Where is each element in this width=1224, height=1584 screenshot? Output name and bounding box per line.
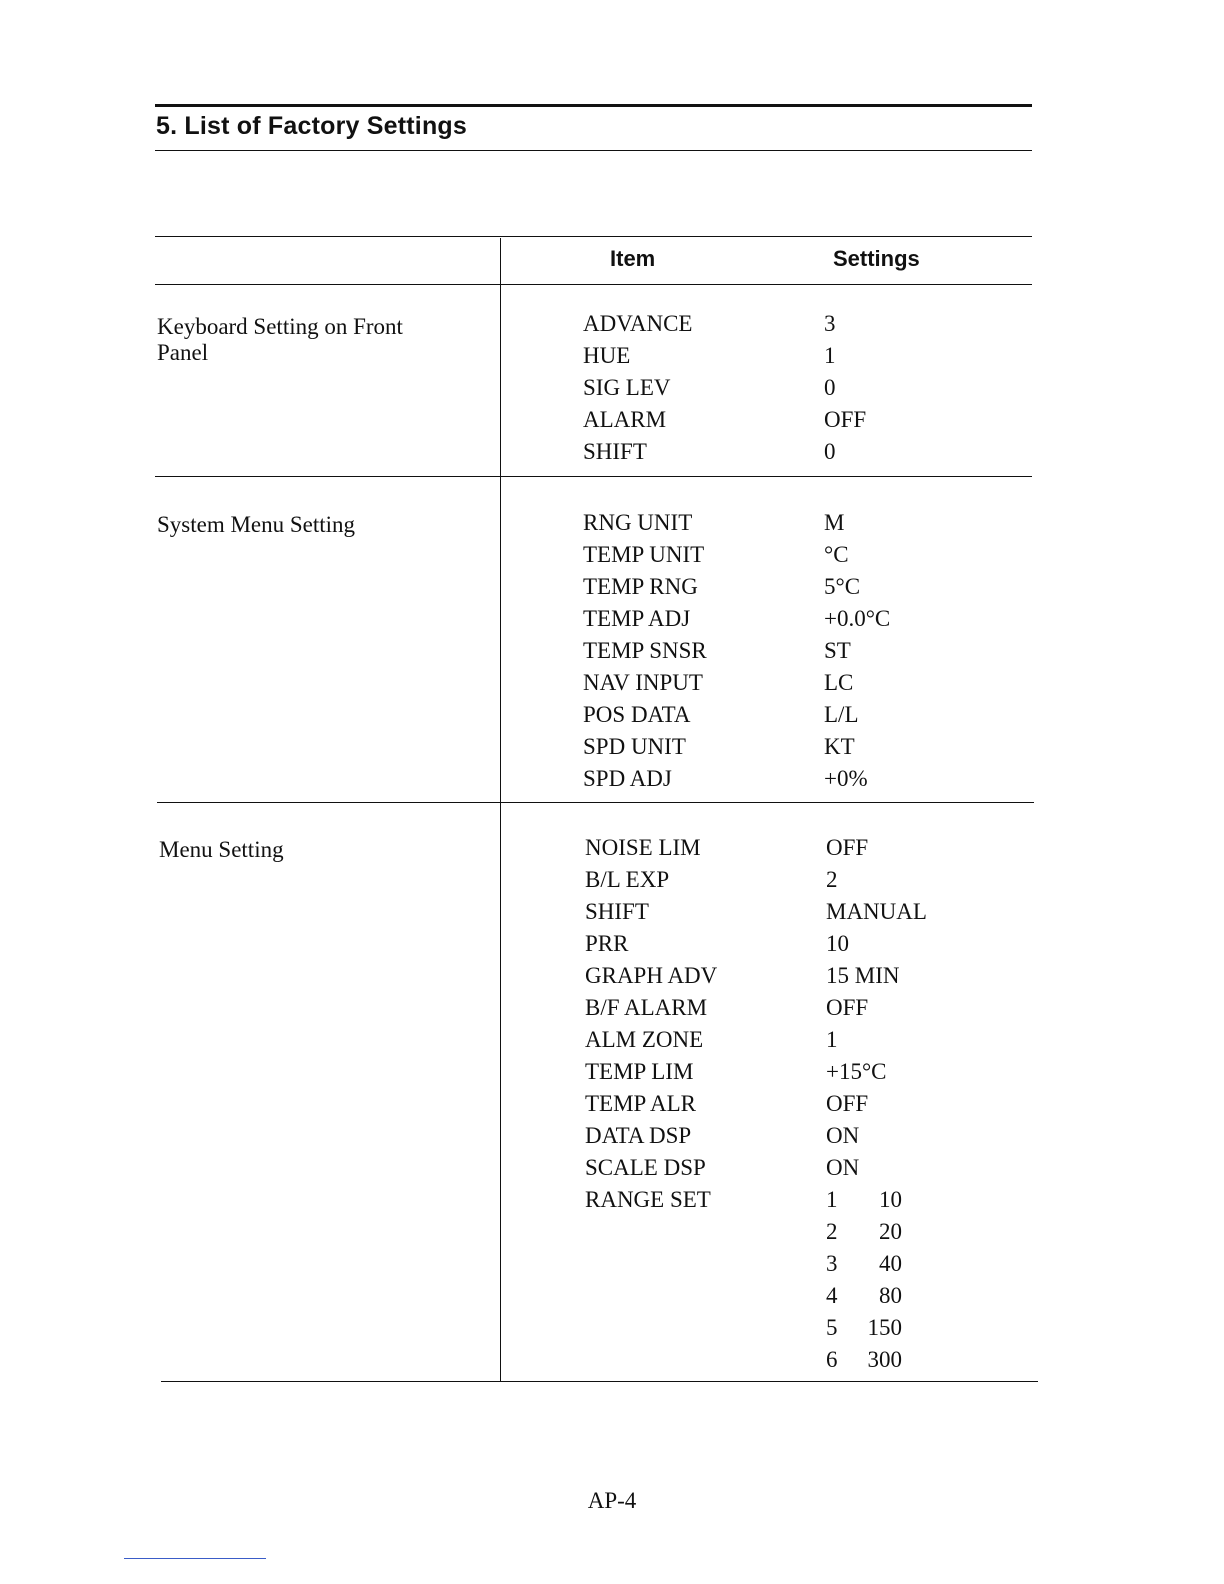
item-value: ON — [826, 1155, 860, 1180]
item-name: HUE — [583, 343, 631, 368]
item-value: 15 MIN — [826, 963, 900, 988]
table-row — [583, 635, 890, 667]
item-value: OFF — [826, 1091, 869, 1116]
table-row — [583, 308, 866, 340]
item-value: 1 — [824, 343, 836, 368]
range-number: 2 — [826, 1219, 838, 1244]
table-row-range-set — [585, 1344, 927, 1376]
item-name: SPD ADJ — [583, 766, 672, 791]
item-name: TEMP UNIT — [583, 542, 705, 567]
table-row — [583, 699, 890, 731]
table-row — [585, 992, 927, 1024]
item-value: M — [824, 510, 845, 535]
range-value: 10 — [879, 1187, 902, 1212]
table-row-range-set — [585, 1312, 927, 1344]
table-row — [583, 404, 866, 436]
item-name: TEMP RNG — [583, 574, 698, 599]
item-name: SHIFT — [585, 899, 649, 924]
table-top-rule — [155, 236, 1032, 237]
item-value: LC — [824, 670, 854, 695]
range-number: 4 — [826, 1283, 838, 1308]
range-number: 1 — [826, 1187, 838, 1212]
table-bottom-rule — [161, 1381, 1038, 1382]
item-value: ST — [824, 638, 851, 663]
item-value: L/L — [824, 702, 859, 727]
item-name: RNG UNIT — [583, 510, 693, 535]
item-name: ADVANCE — [583, 311, 693, 336]
table-row — [585, 1152, 927, 1184]
section-label-menu: Menu Setting — [159, 837, 284, 862]
item-value: +0.0°C — [824, 606, 891, 631]
table-row — [585, 928, 927, 960]
section-label-system-menu: System Menu Setting — [157, 512, 356, 537]
item-name: TEMP ALR — [585, 1091, 696, 1116]
range-value: 300 — [867, 1347, 902, 1372]
item-value: ON — [826, 1123, 860, 1148]
table-row-range-set — [585, 1280, 927, 1312]
table-row — [585, 896, 927, 928]
table-row — [583, 340, 866, 372]
range-value: 80 — [879, 1283, 902, 1308]
table-row — [585, 1056, 927, 1088]
item-name: PRR — [585, 931, 629, 956]
item-value: 0 — [824, 439, 836, 464]
item-value: OFF — [826, 995, 869, 1020]
item-name: TEMP ADJ — [583, 606, 691, 631]
section-label-keyboard: Keyboard Setting on Front Panel — [157, 314, 403, 365]
item-name: NOISE LIM — [585, 835, 701, 860]
item-value: +0% — [824, 766, 868, 791]
table-row — [583, 372, 866, 404]
table-row-range-set — [585, 1184, 927, 1216]
item-name: TEMP LIM — [585, 1059, 694, 1084]
edge-mark — [124, 1558, 266, 1559]
item-value: OFF — [826, 835, 869, 860]
item-name: TEMP SNSR — [583, 638, 707, 663]
section-divider — [157, 802, 1034, 803]
table-row-range-set — [585, 1216, 927, 1248]
settings-list-menu — [585, 832, 927, 1376]
item-name: SHIFT — [583, 439, 647, 464]
heading-top-rule — [155, 104, 1032, 107]
item-name: ALM ZONE — [585, 1027, 704, 1052]
item-value: 2 — [826, 867, 838, 892]
item-value: 1 — [826, 1027, 838, 1052]
item-name: NAV INPUT — [583, 670, 703, 695]
item-value: 5°C — [824, 574, 861, 599]
table-row — [583, 763, 890, 795]
settings-list-keyboard — [583, 308, 866, 468]
range-value: 40 — [879, 1251, 902, 1276]
item-name: SCALE DSP — [585, 1155, 706, 1180]
table-row — [583, 436, 866, 468]
column-header-settings: Settings — [833, 246, 920, 271]
item-name: SPD UNIT — [583, 734, 686, 759]
item-value: KT — [824, 734, 855, 759]
item-value: °C — [824, 542, 849, 567]
item-value: 0 — [824, 375, 836, 400]
table-row — [583, 667, 890, 699]
item-name: SIG LEV — [583, 375, 671, 400]
table-row — [583, 603, 890, 635]
table-row — [585, 832, 927, 864]
item-name: POS DATA — [583, 702, 691, 727]
item-value: +15°C — [826, 1059, 887, 1084]
item-value: OFF — [824, 407, 867, 432]
table-row — [585, 864, 927, 896]
table-row-range-set — [585, 1248, 927, 1280]
range-number: 3 — [826, 1251, 838, 1276]
table-row — [583, 539, 890, 571]
range-number: 5 — [826, 1315, 838, 1340]
item-name: B/L EXP — [585, 867, 670, 892]
table-row — [585, 1120, 927, 1152]
column-header-item: Item — [610, 246, 656, 271]
range-value: 20 — [879, 1219, 902, 1244]
page-number: AP-4 — [587, 1488, 637, 1513]
page-title: 5. List of Factory Settings — [156, 112, 468, 140]
item-value: 10 — [826, 931, 849, 956]
table-row — [583, 731, 890, 763]
heading-bottom-rule — [155, 150, 1032, 151]
table-row — [583, 507, 890, 539]
range-number: 6 — [826, 1347, 838, 1372]
item-name: GRAPH ADV — [585, 963, 718, 988]
item-name: DATA DSP — [585, 1123, 692, 1148]
table-row — [585, 1024, 927, 1056]
table-row — [585, 960, 927, 992]
item-value: MANUAL — [826, 899, 927, 924]
item-name: B/F ALARM — [585, 995, 708, 1020]
table-row — [583, 571, 890, 603]
item-value: 3 — [824, 311, 836, 336]
section-divider — [155, 476, 1032, 477]
table-header-rule — [155, 284, 1032, 285]
table-row — [585, 1088, 927, 1120]
settings-list-system-menu — [583, 507, 890, 795]
range-value: 150 — [867, 1315, 902, 1340]
table-column-divider — [500, 238, 501, 1382]
item-name: RANGE SET — [585, 1187, 711, 1212]
item-name: ALARM — [583, 407, 667, 432]
